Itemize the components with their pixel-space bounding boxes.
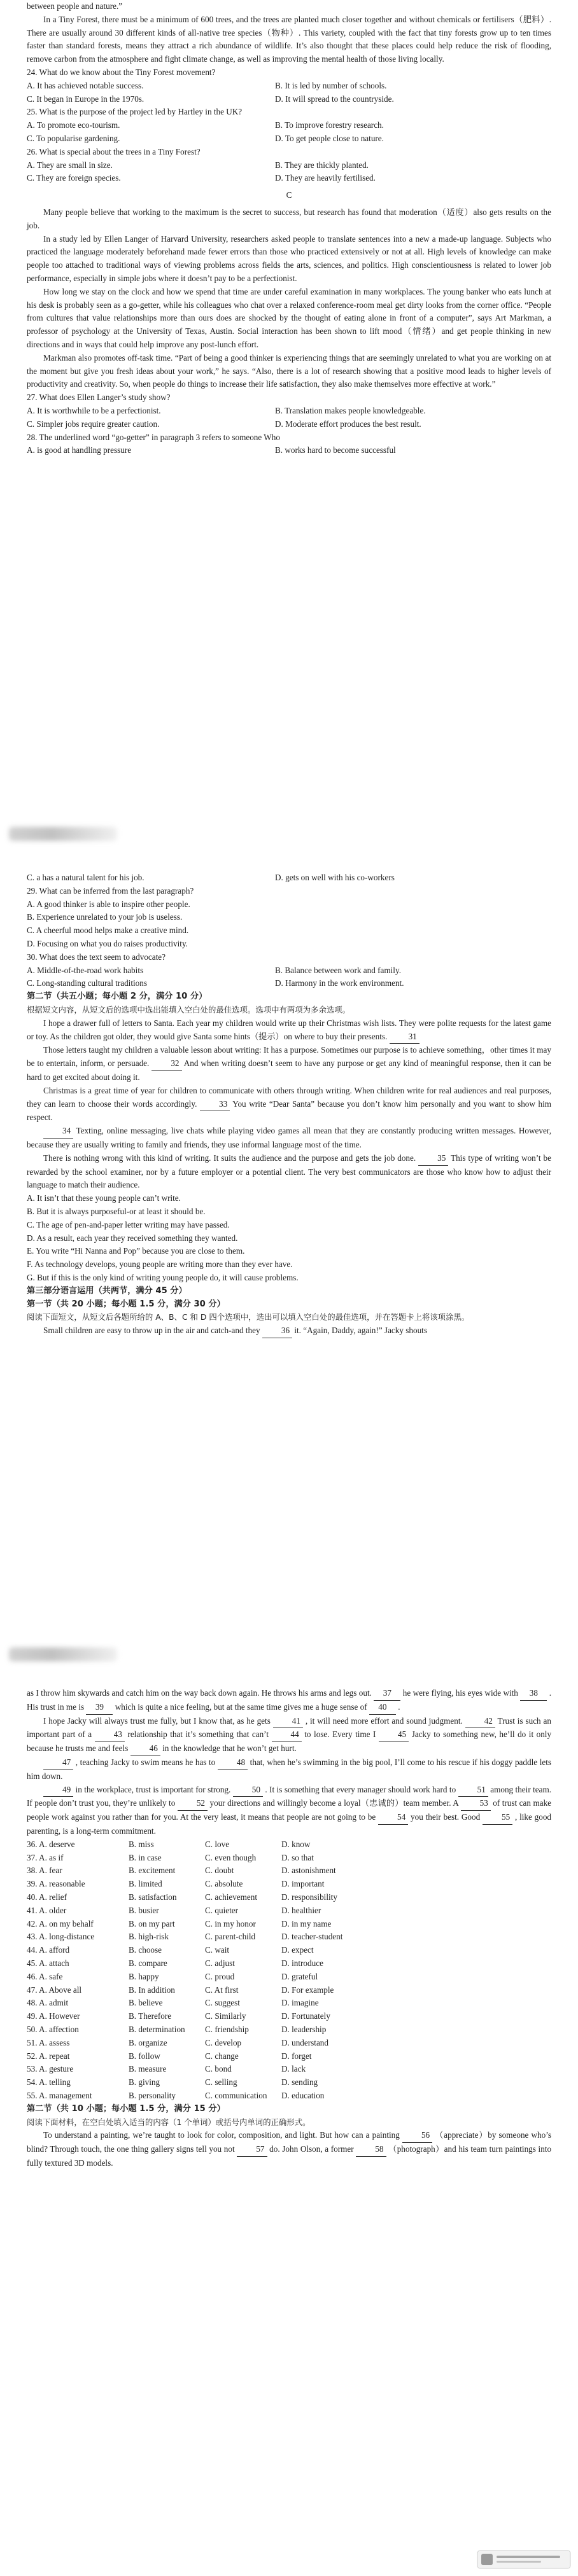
option-b[interactable]: B. In addition (129, 1984, 175, 1995)
answer-row (27, 2089, 551, 2103)
option-a[interactable]: 43. A. long-distance (27, 1932, 95, 1942)
paragraph (27, 1125, 551, 1152)
option-c[interactable]: C. develop (205, 2037, 242, 2047)
blank-33[interactable]: 33 (200, 1098, 230, 1112)
section-heading: 第三部分语言运用（共两节，满分 45 分） (27, 1285, 187, 1296)
option-c[interactable]: C. Similarly (205, 2011, 246, 2021)
answer-row (27, 2010, 551, 2023)
option-b[interactable]: B. busier (129, 1905, 159, 1915)
blank-52[interactable]: 52 (178, 1797, 208, 1811)
option-b[interactable]: B. believe (129, 1998, 163, 2008)
option-d[interactable]: D. grateful (281, 1971, 318, 1981)
option-a[interactable]: A. To promote eco-tourism. (27, 120, 120, 130)
option-b[interactable]: B. works hard to become successful (275, 445, 396, 455)
answer-options-list (27, 1838, 551, 2103)
option-c[interactable]: C. in my honor (205, 1918, 256, 1929)
paragraph (27, 1044, 551, 1084)
blank-58[interactable]: 58 (356, 2143, 386, 2157)
answer-row (27, 1891, 551, 1904)
option-a[interactable]: 40. A. relief (27, 1892, 67, 1902)
option-e[interactable]: E. You write “Hi Nanna and Pop” because you are close to them. (27, 1246, 245, 1256)
blank-41[interactable]: 41 (273, 1715, 303, 1729)
section-heading: 第二节（共五小题；每小题 2 分，满分 10 分） (27, 992, 208, 1002)
option-c[interactable]: C. A cheerful mood helps make a creative mind. (27, 925, 189, 936)
blank-35[interactable]: 35 (418, 1152, 448, 1166)
option-a[interactable]: 50. A. affection (27, 2024, 79, 2034)
instructions: 阅读下面短文，从短文后各题所给的 A、B、C 和 D 四个选项中，选出可以填入空白处的最佳选项，并在答题卡上将该项涂黑。 (27, 1312, 470, 1322)
option-b[interactable]: B. follow (129, 2051, 160, 2061)
option-a[interactable]: 39. A. reasonable (27, 1879, 85, 1889)
option-c[interactable]: C. proud (205, 1971, 235, 1981)
paragraph: In a study led by Ellen Langer of Harvard University, researchers asked people to translate sentences into a new a made-up language. Subjects who practiced the language moderately beforehand made fewer errors than those who practiced extensively or not at all. High levels of knowledge can make people too attached to traditional ways of viewing problems across fields the arts, sciences, and politics. High conscientiousness is related to lower job performance, especially in simple jobs where it doesn’t pay to be a perfectionist. (27, 233, 551, 283)
blank-53[interactable]: 53 (461, 1797, 491, 1811)
instructions: 根据短文内容，从短文后的选项中选出能填入空白处的最佳选项。选项中有两项为多余选项。 (27, 1004, 351, 1014)
option-b[interactable]: B. But it is always purposeful-or at least it should be. (27, 1206, 206, 1216)
text-span: which is quite a nice feeling, but at the same time gives me a huge sense of (115, 1701, 367, 1712)
blank-49[interactable]: 49 (43, 1783, 73, 1797)
text-span: I hope Jacky will always trust me fully, but I know that, as he gets (43, 1715, 271, 1726)
blank-43[interactable]: 43 (95, 1728, 125, 1742)
text-span: among their team. If people don’t trust you, they’re unlikely to (27, 1784, 552, 1808)
text-span: And when writing doesn’t seem to have any purpose or get any kind of meaningful response, then it can be hard to get excited about doing it. (27, 1058, 552, 1082)
answer-row (27, 2023, 551, 2037)
option-b[interactable]: B. measure (129, 2064, 167, 2074)
option-a[interactable]: A. A good thinker is able to inspire other people. (27, 899, 190, 909)
text-span: Trust is such an important part of a (27, 1715, 551, 1740)
answer-row (27, 1957, 551, 1970)
blank-42[interactable]: 42 (465, 1715, 495, 1729)
question-24: 24. What do we know about the Tiny Forest movement? (27, 67, 216, 77)
text-span: Texting, online messaging, live chats while playing video games all mean that they are constantly producing written messages. However, because they are usually writing to family and friends, they use informal language most of the time. (27, 1126, 552, 1149)
option-b[interactable]: B. determination (129, 2024, 185, 2034)
text-span: . His trust in me is (27, 1688, 552, 1712)
option-b[interactable]: B. It is led by number of schools. (275, 80, 387, 90)
option-c[interactable]: C. adjust (205, 1958, 235, 1968)
text-line: between people and nature.” (27, 1, 123, 11)
option-a[interactable]: 37. A. as if (27, 1852, 64, 1862)
option-b[interactable]: B. in case (129, 1852, 162, 1862)
option-a[interactable]: 38. A. fear (27, 1866, 62, 1876)
options-row (27, 119, 551, 132)
option-d[interactable]: D. education (281, 2090, 325, 2100)
option-d[interactable]: D. understand (281, 2037, 328, 2047)
option-c[interactable]: C. wait (205, 1945, 230, 1955)
text-span: you their best. Good (411, 1812, 481, 1822)
option-c[interactable]: C. It began in Europe in the 1970s. (27, 93, 144, 104)
answer-row (27, 1838, 551, 1852)
option-b[interactable]: B. high-risk (129, 1932, 169, 1942)
option-d[interactable]: D. astonishment (281, 1866, 336, 1876)
text-span: Those letters taught my children a valuable lesson about writing: It has a purpose. Sometimes our purpose is to achieve something，other times it may be to entertain, inform, or persuade. (27, 1045, 551, 1069)
option-d[interactable]: D. lack (281, 2064, 306, 2074)
option-d[interactable]: D. imagine (281, 1998, 319, 2008)
option-a[interactable]: 49. A. However (27, 2011, 80, 2021)
option-c[interactable]: C. a has a natural talent for his job. (27, 873, 144, 882)
option-b[interactable]: B. personality (129, 2090, 176, 2100)
option-b[interactable]: B. organize (129, 2037, 167, 2047)
blank-55[interactable]: 55 (483, 1811, 512, 1825)
text-span: Small children are easy to throw up in the air and catch-and they (43, 1326, 260, 1336)
answer-row (27, 2037, 551, 2050)
section-letter: C (286, 190, 292, 200)
section-heading: 第二节（共 10 小题；每小题 1.5 分，满分 15 分） (27, 2103, 225, 2114)
option-c[interactable]: C. doubt (205, 1866, 234, 1876)
blank-51[interactable]: 51 (458, 1783, 488, 1797)
options-row (27, 159, 551, 172)
option-a[interactable]: 46. A. safe (27, 1971, 63, 1981)
blank-56[interactable]: 56 (402, 2129, 432, 2143)
blank-36[interactable]: 36 (262, 1324, 292, 1338)
text-span: in the knowledge that he won’t get hurt. (162, 1743, 297, 1754)
blank-31[interactable]: 31 (390, 1030, 419, 1044)
text-span: do. John Olson, a former (269, 2144, 354, 2154)
option-c[interactable]: C. At first (205, 1984, 239, 1995)
option-c[interactable]: C. selling (205, 2077, 237, 2088)
answer-row (27, 1904, 551, 1918)
option-b[interactable]: B. happy (129, 1971, 159, 1981)
option-a[interactable]: 47. A. Above all (27, 1984, 82, 1995)
blank-39[interactable]: 39 (86, 1701, 113, 1715)
blurred-watermark (9, 827, 117, 841)
option-b[interactable]: B. limited (129, 1879, 162, 1889)
options-row (27, 444, 551, 457)
option-b[interactable]: B. Balance between work and family. (275, 965, 401, 975)
text-span: . It is something that every manager should work hard to (265, 1784, 456, 1794)
option-b[interactable]: B. satisfaction (129, 1892, 177, 1902)
option-d[interactable]: D. important (281, 1879, 325, 1889)
question-26: 26. What is special about the trees in a Tiny Forest? (27, 146, 201, 156)
text-span: （appreciate）by someone who’s blind? Through touch, the one thing gallery signs tell you not (27, 2130, 552, 2154)
option-d[interactable]: D. know (281, 1839, 311, 1849)
options-row (27, 132, 551, 146)
option-d[interactable]: D. sending (281, 2077, 318, 2088)
text-span: , it will need more effort and sound judgment. (305, 1715, 463, 1726)
answer-row (27, 1864, 551, 1878)
option-c[interactable]: C. suggest (205, 1998, 240, 2008)
options-row (27, 405, 551, 418)
option-b[interactable]: B. compare (129, 1958, 167, 1968)
text-span: it. “Again, Daddy, again!” Jacky shouts (294, 1326, 427, 1336)
blurred-watermark (9, 1647, 117, 1661)
option-b[interactable]: B. excitement (129, 1866, 176, 1876)
section-subheading: 第一节（共 20 小题；每小题 1.5 分，满分 30 分） (27, 1299, 225, 1309)
options-row (27, 418, 551, 431)
option-d[interactable]: D. For example (281, 1984, 334, 1995)
paragraph (27, 1084, 551, 1125)
paragraph: How long we stay on the clock and how we spend that time are under careful examination in many workplaces. The young banker who eats lunch at his desk is probably seen as a go-getter, while his colleagues who chat over a relaxed conference-room meal get dirty looks from the corner office. “People from cultures that value relationships more than ours does are shocked by the thought of eating alone in front of a computer”, says Art Markman, a professor of psychology at the University of Texas, Austin. Social interaction has been shown to lift mood（情绪）and get people thinking in new directions and in ways that could help improve any post-lunch effort. (27, 286, 551, 349)
option-d[interactable]: D. It will spread to the countryside. (275, 93, 394, 104)
options-row (27, 964, 551, 978)
answer-row (27, 2063, 551, 2076)
paragraph (27, 1017, 551, 1044)
option-g[interactable]: G. But if this is the only kind of writing young people do, it will cause problems. (27, 1272, 299, 1282)
text-span: that, when he’s swimming in the big pool, I’ll come to his rescue if his doggy paddle lets him down. (27, 1757, 552, 1781)
text-span: , teaching Jacky to swim means he has to (75, 1757, 216, 1767)
option-c[interactable]: C. even though (205, 1852, 257, 1862)
option-a[interactable]: 44. A. afford (27, 1945, 70, 1955)
option-d[interactable]: D. Harmony in the work environment. (275, 978, 404, 988)
option-d[interactable]: D. gets on well with his co-workers (275, 873, 395, 882)
cloze-paragraph (27, 1783, 551, 1838)
option-d[interactable]: D. in my name (281, 1918, 332, 1929)
options-row (27, 93, 551, 106)
option-c[interactable]: C. Long-standing cultural traditions (27, 978, 147, 988)
answer-row (27, 2076, 551, 2089)
page-section-2 (0, 871, 578, 1338)
option-d[interactable]: D. introduce (281, 1958, 323, 1968)
option-a[interactable]: 53. A. gesture (27, 2064, 74, 2074)
question-29: 29. What can be inferred from the last paragraph? (27, 885, 194, 896)
option-d[interactable]: D. expect (281, 1945, 314, 1955)
option-d[interactable]: D. They are heavily fertilised. (275, 173, 376, 183)
option-b[interactable]: B. Therefore (129, 2011, 172, 2021)
option-b[interactable]: B. Experience unrelated to your job is useless. (27, 912, 183, 922)
option-c[interactable]: C. absolute (205, 1879, 243, 1889)
option-c[interactable]: C. love (205, 1839, 230, 1849)
question-28: 28. The underlined word “go-getter” in paragraph 3 refers to someone Who (27, 432, 280, 442)
answer-row (27, 1984, 551, 1997)
option-c[interactable]: C. change (205, 2051, 239, 2061)
option-a[interactable]: 48. A. admit (27, 1998, 69, 2008)
text-span: as I throw him skywards and catch him on the way back down again. He throws his arms and legs out. (27, 1688, 372, 1698)
option-d[interactable]: D. Moderate effort produces the best result. (275, 419, 421, 429)
text-span: Jacky to something new, he’ll do it only because he trusts me and feels (27, 1729, 552, 1754)
paragraph: In a Tiny Forest, there must be a minimum of 600 trees, and the trees are planted much closer together and without chemicals or fertilisers（肥料）. There are usually around 30 different kinds of all-native tree species（物种）. This variety, coupled with the fact that tiny forests grow up to ten times faster than standard forests, means they attract a rich abundance of wildlife. It’s also thought that these places could help reduce the risk of flooding, remove carbon from the atmosphere and fight climate change, as well as improving the mental health of those living locally. (27, 14, 551, 64)
site-logo-icon (476, 2547, 572, 2572)
question-30: 30. What does the text seem to advocate? (27, 952, 166, 962)
options-row (27, 80, 551, 93)
answer-row (27, 1944, 551, 1957)
option-d[interactable]: D. responsibility (281, 1892, 337, 1902)
text-span: You write “Dear Santa” because you don’t know him personally and you want to show him respect. (27, 1098, 552, 1123)
option-d[interactable]: D. As a result, each year they received something they wanted. (27, 1233, 238, 1243)
option-b[interactable]: B. To improve forestry research. (275, 120, 384, 130)
blank-32[interactable]: 32 (152, 1057, 181, 1071)
answer-row (27, 1918, 551, 1931)
text-span: , like good parenting, is a long-term commitment. (27, 1812, 552, 1836)
option-a[interactable]: A. It isn’t that these young people can’t write. (27, 1193, 181, 1203)
option-a[interactable]: 52. A. repeat (27, 2051, 70, 2061)
option-d[interactable]: D. teacher-student (281, 1932, 343, 1942)
option-a[interactable]: 41. A. older (27, 1905, 67, 1915)
cloze-paragraph (27, 1715, 551, 1756)
text-span: in the workplace, trust is important for strong. (75, 1784, 231, 1794)
option-a[interactable]: A. They are small in size. (27, 160, 113, 170)
blank-38[interactable]: 38 (520, 1687, 547, 1701)
option-d[interactable]: D. so that (281, 1852, 314, 1862)
text-span: Christmas is a great time of year for children to communicate with others through writing. When children write for real audiences and real purposes, they can learn to choose their words accordingly. (27, 1085, 551, 1109)
answer-row (27, 1997, 551, 2010)
option-c[interactable]: C. They are foreign species. (27, 173, 121, 183)
option-d[interactable]: D. To get people close to nature. (275, 133, 384, 143)
text-span: . (398, 1701, 400, 1712)
option-c[interactable]: C. quieter (205, 1905, 239, 1915)
text-span: I hope a drawer full of letters to Santa. Each year my children would write up their Christmas wish lists. They were polite requests for the latest game or toy. As the children got older, they would give Santa some hints（提示）on where to buy their presents. (27, 1018, 551, 1041)
options-row (27, 172, 551, 185)
option-a[interactable]: 51. A. assess (27, 2037, 70, 2047)
option-a[interactable]: 45. A. attach (27, 1958, 69, 1968)
blank-46[interactable]: 46 (130, 1742, 160, 1756)
option-d[interactable]: D. Focusing on what you do raises productivity. (27, 938, 188, 948)
paragraph (27, 1152, 551, 1192)
paragraph (27, 2129, 551, 2170)
answer-row (27, 1852, 551, 1865)
option-a[interactable]: A. is good at handling pressure (27, 445, 132, 455)
option-b[interactable]: B. Translation makes people knowledgeable. (275, 405, 426, 415)
option-b[interactable]: B. giving (129, 2077, 160, 2088)
option-d[interactable]: D. Fortunately (281, 2011, 330, 2021)
question-25: 25. What is the purpose of the project led by Hartley in the UK? (27, 107, 243, 117)
cloze-paragraph (27, 1756, 551, 1783)
answer-row (27, 2050, 551, 2063)
answer-row (27, 1970, 551, 1984)
option-a[interactable]: 42. A. on my behalf (27, 1918, 94, 1929)
paragraph (27, 1324, 551, 1338)
option-c[interactable]: C. To popularise gardening. (27, 133, 120, 143)
text-span: to lose. Every time I (304, 1729, 376, 1740)
paragraph: Markman also promotes off-task time. “Part of being a good thinker is experiencing things that are seemingly unrelated to what you are working on at the moment but give you fresh ideas about your work,” he says. “Also, there is a lot of research showing that a positive mood leads to higher levels of productivity and creativity. So, when people do things to increase their life satisfaction, they also make themselves more effective at work.” (27, 352, 551, 389)
blank-47[interactable]: 47 (43, 1756, 73, 1770)
instructions: 阅读下面材料，在空白处填入适当的内容（1 个单词）或括号内单词的正确形式。 (27, 2117, 311, 2127)
text-span: relationship that it’s something that can’t (127, 1729, 269, 1740)
answer-row (27, 1878, 551, 1891)
option-b[interactable]: B. They are thickly planted. (275, 160, 369, 170)
options-row (27, 871, 551, 885)
blank-45[interactable]: 45 (379, 1728, 409, 1742)
answer-row (27, 1930, 551, 1944)
option-c[interactable]: C. friendship (205, 2024, 249, 2034)
cloze-paragraph (27, 1687, 551, 1715)
text-span: your directions and willingly become a loyal（忠诚的）team member. A (209, 1798, 459, 1808)
option-d[interactable]: D. forget (281, 2051, 312, 2061)
blank-50[interactable]: 50 (233, 1783, 263, 1797)
option-b[interactable]: B. on my part (129, 1918, 175, 1929)
option-b[interactable]: B. miss (129, 1839, 154, 1849)
option-f[interactable]: F. As technology develops, young people are writing more than they ever have. (27, 1259, 293, 1270)
blank-44[interactable]: 44 (272, 1728, 302, 1742)
option-d[interactable]: D. healthier (281, 1905, 321, 1915)
option-a[interactable]: 55. A. management (27, 2090, 92, 2100)
blank-34[interactable]: 34 (43, 1125, 73, 1139)
option-c[interactable]: C. parent-child (205, 1932, 256, 1942)
blank-37[interactable]: 37 (374, 1687, 400, 1701)
option-b[interactable]: B. choose (129, 1945, 162, 1955)
text-span: he were flying, his eyes wide with (402, 1688, 518, 1698)
option-c[interactable]: C. Simpler jobs require greater caution. (27, 419, 160, 429)
text-span: There is nothing wrong with this kind of writing. It suits the audience and the purpose and gets the job done. (43, 1153, 416, 1163)
option-d[interactable]: D. leadership (281, 2024, 327, 2034)
text-span: To understand a painting, we’re taught to look for color, composition, and light. But how can a painting (43, 2130, 400, 2140)
option-a[interactable]: A. Middle-of-the-road work habits (27, 965, 144, 975)
blank-54[interactable]: 54 (378, 1811, 408, 1825)
paragraph: Many people believe that working to the maximum is the secret to success, but research has found that moderation（适度）also gets results on the job. (27, 207, 551, 230)
text-span: This type of writing won’t be rewarded by the school examiner, nor by a future employer or a potential client. The very best communicators are those who know how to adjust their language to match their audience. (27, 1153, 551, 1190)
blank-57[interactable]: 57 (237, 2143, 267, 2157)
question-27: 27. What does Ellen Langer’s study show? (27, 392, 171, 403)
option-c[interactable]: C. communication (205, 2090, 267, 2100)
blank-40[interactable]: 40 (369, 1701, 396, 1715)
blank-48[interactable]: 48 (218, 1756, 248, 1770)
option-a[interactable]: A. It is worthwhile to be a perfectionist. (27, 405, 161, 415)
option-a[interactable]: 36. A. deserve (27, 1839, 75, 1849)
text-span: of trust can make people work against you rather than for you. At the very least, it means that people are not going to be (27, 1798, 552, 1822)
page-section-1 (0, 0, 578, 457)
options-row (27, 977, 551, 990)
text-span: （photograph）and his team turn paintings into fully textured 3D models. (27, 2144, 552, 2168)
option-a[interactable]: A. It has achieved notable success. (27, 80, 144, 90)
option-c[interactable]: C. bond (205, 2064, 232, 2074)
option-c[interactable]: C. The age of pen-and-paper letter writing may have passed. (27, 1219, 230, 1229)
option-c[interactable]: C. achievement (205, 1892, 258, 1902)
page-section-3 (0, 1687, 578, 2170)
option-a[interactable]: 54. A. telling (27, 2077, 71, 2088)
